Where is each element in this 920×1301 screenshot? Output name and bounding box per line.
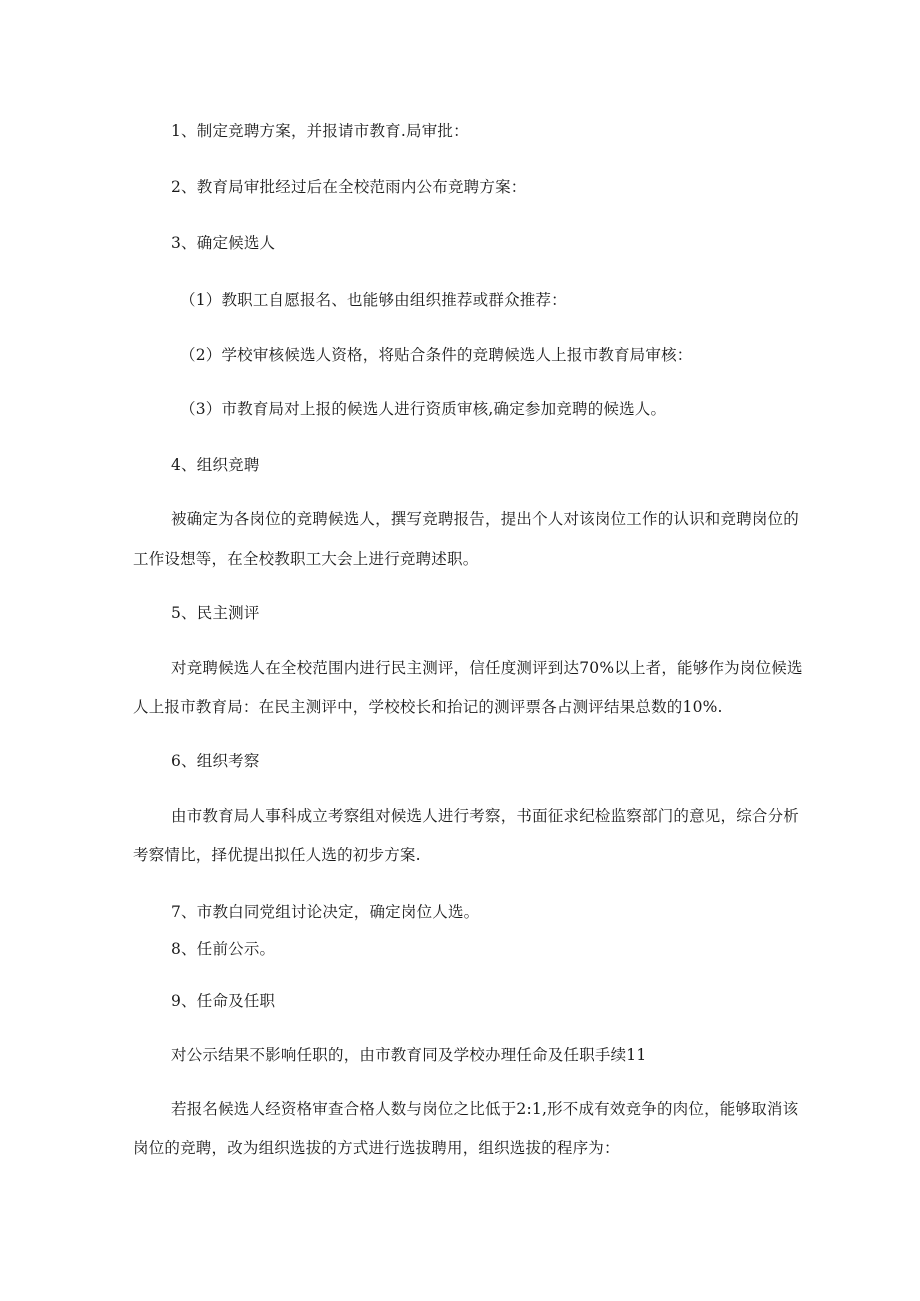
step-1-text: 1、制定竞聘方案，并报请市教育.局审批： — [171, 122, 469, 140]
step-8-text: 8、任前公示。 — [171, 940, 276, 958]
step-2-text: 2、教育局审批经过后在全校范雨内公布竞聘方案： — [171, 178, 527, 196]
step-5-paragraph-line-1: 对竞聘候选人在全校范围内进行民主测评，信任度测评到达70%以上者，能够作为岗位候选 — [171, 659, 803, 677]
step-9-paragraph: 对公示结果不影响任职的，由市教育同及学校办理任命及任职手续11 — [171, 1046, 647, 1064]
step-4-heading: 4、组织竞聘 — [171, 456, 260, 474]
step-9-heading: 9、任命及任职 — [171, 992, 276, 1010]
closing-paragraph-line-1: 若报名候选人经资格审查合格人数与岗位之比低于2:1,形不成有效竞争的肉位，能够取消该 — [171, 1100, 799, 1118]
step-3-sub-3: （3）市教育局对上报的候选人进行资质审核,确定参加竞聘的候选人。 — [180, 400, 667, 418]
step-3-sub-1: （1）教职工自愿报名、也能够由组织推荐或群众推荐： — [180, 291, 567, 309]
step-4-paragraph-line-2: 工作设想等，在全校教职工大会上进行竞聘述职。 — [133, 550, 479, 568]
step-5-heading: 5、民主测评 — [171, 604, 260, 622]
step-4-paragraph-line-1: 被确定为各岗位的竞聘候选人，撰写竞聘报告，提出个人对该岗位工作的认识和竞聘岗位的 — [171, 510, 800, 528]
step-3-heading: 3、确定候选人 — [171, 234, 276, 252]
step-6-paragraph-line-2: 考察情比，择优提出拟任人选的初步方案. — [133, 846, 421, 864]
step-7-text: 7、市教白同党组讨论决定，确定岗位人选。 — [171, 903, 480, 921]
step-6-heading: 6、组织考察 — [171, 752, 260, 770]
step-5-paragraph-line-2: 人上报市教育局：在民主测评中，学校校长和抬记的测评票各占测评结果总数的10%. — [133, 698, 723, 716]
step-6-paragraph-line-1: 由市教育局人事科成立考察组对候选人进行考察，书面征求纪检监察部门的意见，综合分析 — [171, 807, 800, 825]
step-3-sub-2: （2）学校审核候选人资格，将贴合条件的竞聘候选人上报市教育局审核： — [180, 346, 693, 364]
closing-paragraph-line-2: 岗位的竞聘，改为组织选拔的方式进行选拔聘用，组织选拔的程序为： — [133, 1139, 620, 1157]
